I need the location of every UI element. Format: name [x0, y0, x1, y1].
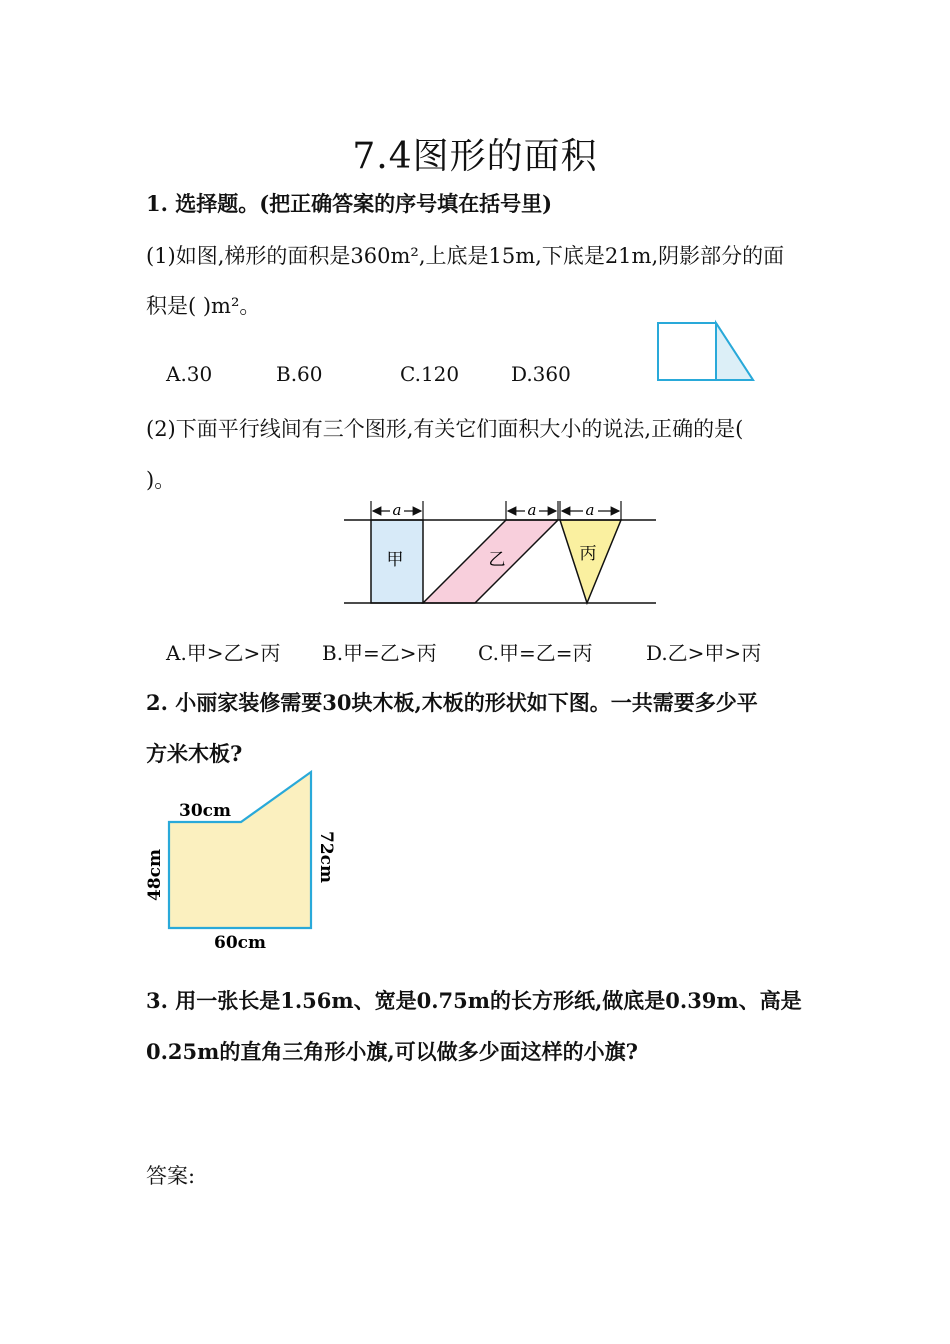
q1-part1-option-d: D.360: [511, 362, 571, 386]
q1-part2-option-a: A.甲>乙>丙: [166, 641, 281, 665]
q2-line1: 2. 小丽家装修需要30块木板,木板的形状如下图。一共需要多少平: [146, 690, 758, 715]
board-right-label: 72cm: [316, 831, 336, 883]
dim-label-bing: a: [585, 501, 595, 519]
q1-part2-option-b: B.甲=乙>丙: [322, 641, 437, 665]
q1-part1-line2: 积是( )m²。: [146, 294, 261, 318]
q3-line1: 3. 用一张长是1.56m、宽是0.75m的长方形纸,做底是0.39m、高是: [146, 988, 802, 1013]
trapezoid-figure: [650, 318, 762, 388]
board-left-label: 48cm: [145, 849, 165, 901]
shape-label-jia: 甲: [386, 550, 404, 570]
board-top-label: 30cm: [179, 801, 231, 821]
q2-line2: 方米木板?: [146, 741, 243, 766]
q1-part1-line1: (1)如图,梯形的面积是360m²,上底是15m,下底是21m,阴影部分的面: [146, 244, 785, 268]
q1-part1-option-c: C.120: [400, 362, 460, 386]
trapezoid-shaded-triangle: [716, 323, 753, 380]
dim-label-yi: a: [527, 501, 537, 519]
parallel-lines-figure: [340, 495, 660, 610]
q1-part2-option-c: C.甲=乙=丙: [478, 641, 593, 665]
shape-label-yi: 乙: [488, 550, 506, 570]
dim-label-jia: a: [392, 501, 402, 519]
board-figure: [140, 765, 350, 955]
q1-part1-option-b: B.60: [276, 362, 323, 386]
q1-part1-option-a: A.30: [166, 362, 213, 386]
q1-part2-line1: (2)下面平行线间有三个图形,有关它们面积大小的说法,正确的是(: [146, 417, 744, 441]
q3-line2: 0.25m的直角三角形小旗,可以做多少面这样的小旗?: [146, 1039, 638, 1064]
board-bottom-label: 60cm: [214, 933, 266, 953]
answer-label: 答案:: [146, 1164, 196, 1188]
q1-part2-option-d: D.乙>甲>丙: [646, 641, 762, 665]
page-title: 7.4图形的面积: [352, 136, 598, 177]
q1-part2-line2: )。: [146, 468, 176, 492]
shape-label-bing: 丙: [579, 544, 597, 564]
board-shape: [169, 772, 311, 928]
q1-heading: 1. 选择题。(把正确答案的序号填在括号里): [146, 191, 553, 216]
